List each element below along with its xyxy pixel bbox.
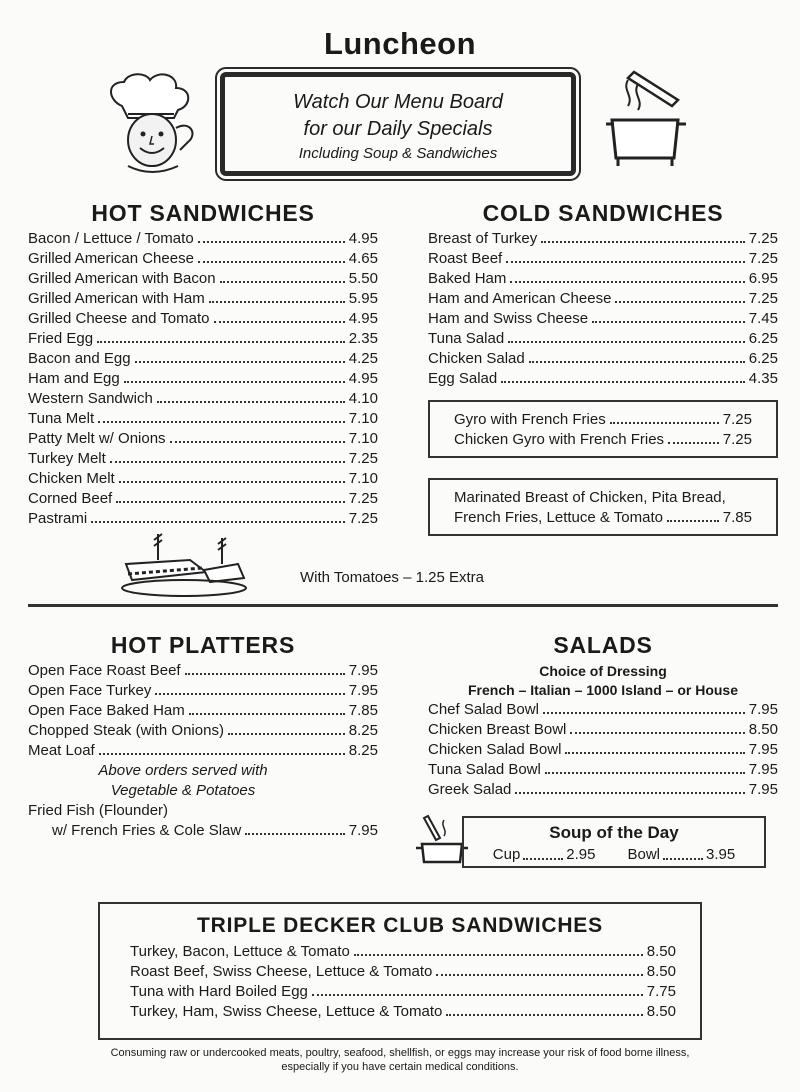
item-name: Grilled Cheese and Tomato bbox=[28, 310, 210, 327]
cup-label: Cup bbox=[492, 846, 521, 863]
item-name: Fried Egg bbox=[28, 330, 94, 347]
item-price: 7.25 bbox=[722, 411, 752, 428]
item-name: Pastrami bbox=[28, 510, 88, 527]
list-item bbox=[428, 720, 778, 740]
list-item bbox=[28, 701, 378, 721]
item-price: 7.25 bbox=[722, 431, 752, 448]
club-list bbox=[130, 942, 676, 1022]
cold-sandwiches-heading: COLD SANDWICHES bbox=[482, 200, 724, 226]
list-item bbox=[428, 349, 778, 369]
list-item bbox=[28, 469, 378, 489]
item-name: Chopped Steak (with Onions) bbox=[28, 722, 224, 739]
list-item bbox=[28, 369, 378, 389]
gyro-box bbox=[428, 400, 778, 458]
cup-price: 2.95 bbox=[566, 846, 596, 863]
item-name: Chicken Salad bbox=[428, 350, 525, 367]
list-item bbox=[28, 249, 378, 269]
list-item bbox=[28, 269, 378, 289]
hot-sandwiches-list bbox=[28, 229, 378, 529]
item-price: 6.25 bbox=[748, 350, 778, 367]
soup-pot-icon bbox=[414, 812, 468, 870]
item-name: Tuna with Hard Boiled Egg bbox=[130, 983, 308, 1000]
sandwich-illustration bbox=[118, 530, 252, 600]
fried-fish-line-1: Fried Fish (Flounder) bbox=[28, 802, 169, 819]
hot-platters-heading: HOT PLATTERS bbox=[110, 632, 296, 658]
item-name: Open Face Baked Ham bbox=[28, 702, 185, 719]
hot-sandwiches-heading: HOT SANDWICHES bbox=[91, 200, 315, 226]
item-name: Chicken Salad Bowl bbox=[428, 741, 562, 758]
chef-illustration bbox=[94, 70, 206, 178]
item-name: Corned Beef bbox=[28, 490, 113, 507]
item-price: 4.65 bbox=[348, 250, 378, 267]
item-name: Roast Beef, Swiss Cheese, Lettuce & Tomato bbox=[130, 963, 433, 980]
item-price: 7.95 bbox=[348, 682, 378, 699]
item-price: 6.25 bbox=[748, 330, 778, 347]
banner-line-2: for our Daily Specials bbox=[303, 118, 493, 140]
item-name: Meat Loaf bbox=[28, 742, 95, 759]
served-with-line-2: Vegetable & Potatoes bbox=[110, 782, 256, 799]
list-item bbox=[28, 449, 378, 469]
item-price: 7.45 bbox=[748, 310, 778, 327]
item-price: 7.95 bbox=[348, 822, 378, 839]
cold-sandwiches-list bbox=[428, 229, 778, 389]
chicken-pita-box bbox=[428, 478, 778, 536]
item-price: 5.50 bbox=[348, 270, 378, 287]
item-name: Turkey Melt bbox=[28, 450, 106, 467]
tomato-extra-note: With Tomatoes – 1.25 Extra bbox=[300, 569, 484, 586]
item-price: 4.25 bbox=[348, 350, 378, 367]
list-item bbox=[28, 821, 378, 841]
item-name: Ham and Swiss Cheese bbox=[428, 310, 589, 327]
club-heading: TRIPLE DECKER CLUB SANDWICHES bbox=[197, 914, 603, 937]
item-name: Chicken Breast Bowl bbox=[428, 721, 567, 738]
item-name: Ham and Egg bbox=[28, 370, 120, 387]
item-name: Patty Melt w/ Onions bbox=[28, 430, 166, 447]
item-name: Turkey, Ham, Swiss Cheese, Lettuce & Tomato bbox=[130, 1003, 443, 1020]
list-item bbox=[28, 389, 378, 409]
item-name: Chicken Melt bbox=[28, 470, 115, 487]
banner-line-3: Including Soup & Sandwiches bbox=[298, 145, 498, 162]
item-price: 7.10 bbox=[348, 430, 378, 447]
item-price: 7.95 bbox=[348, 662, 378, 679]
list-item bbox=[428, 329, 778, 349]
item-name: Gyro with French Fries bbox=[454, 411, 606, 428]
list-item bbox=[454, 508, 752, 528]
item-name: Bacon / Lettuce / Tomato bbox=[28, 230, 194, 247]
list-item bbox=[428, 229, 778, 249]
item-name: Grilled American with Ham bbox=[28, 290, 205, 307]
page-title: Luncheon bbox=[323, 26, 477, 61]
list-item bbox=[130, 982, 676, 1002]
list-item bbox=[28, 329, 378, 349]
hot-platters-list bbox=[28, 661, 378, 841]
item-price: 7.75 bbox=[646, 983, 676, 1000]
list-item bbox=[428, 740, 778, 760]
salads-list bbox=[428, 662, 778, 800]
item-price: 5.95 bbox=[348, 290, 378, 307]
list-item bbox=[28, 681, 378, 701]
item-name: Roast Beef bbox=[428, 250, 503, 267]
item-price: 7.85 bbox=[348, 702, 378, 719]
health-disclaimer bbox=[0, 1046, 800, 1074]
list-item bbox=[28, 741, 378, 761]
item-name: Grilled American Cheese bbox=[28, 250, 194, 267]
chicken-box-line-1: Marinated Breast of Chicken, Pita Bread, bbox=[454, 489, 726, 506]
item-price: 4.95 bbox=[348, 310, 378, 327]
salads-heading: SALADS bbox=[553, 632, 653, 658]
item-name: Open Face Roast Beef bbox=[28, 662, 181, 679]
list-item bbox=[28, 349, 378, 369]
list-item bbox=[428, 269, 778, 289]
disclaimer-line-1: Consuming raw or undercooked meats, poultry, seafood, shellfish, or eggs may increase your risk of food borne illness, bbox=[110, 1047, 690, 1059]
list-item bbox=[28, 309, 378, 329]
item-price: 7.95 bbox=[748, 701, 778, 718]
item-price: 4.95 bbox=[348, 230, 378, 247]
list-item bbox=[428, 249, 778, 269]
list-item bbox=[428, 700, 778, 720]
list-item bbox=[28, 429, 378, 449]
banner-line-1: Watch Our Menu Board bbox=[293, 91, 503, 113]
item-name: Egg Salad bbox=[428, 370, 498, 387]
item-price: 7.10 bbox=[348, 410, 378, 427]
item-name: Chicken Gyro with French Fries bbox=[454, 431, 665, 448]
item-name: Chef Salad Bowl bbox=[428, 701, 539, 718]
item-price: 2.35 bbox=[348, 330, 378, 347]
soup-of-the-day-box bbox=[462, 816, 766, 868]
item-price: 7.25 bbox=[748, 230, 778, 247]
soup-prices bbox=[464, 845, 764, 865]
list-item bbox=[28, 661, 378, 681]
item-price: 8.50 bbox=[646, 943, 676, 960]
soup-pot-icon bbox=[598, 70, 690, 170]
item-name: Tuna Melt bbox=[28, 410, 95, 427]
item-price: 7.95 bbox=[748, 781, 778, 798]
item-price: 7.10 bbox=[348, 470, 378, 487]
list-item bbox=[428, 289, 778, 309]
list-item bbox=[28, 229, 378, 249]
list-item bbox=[28, 509, 378, 529]
list-item bbox=[28, 289, 378, 309]
daily-specials-banner bbox=[220, 72, 576, 176]
disclaimer-line-2: especially if you have certain medical conditions. bbox=[281, 1061, 519, 1073]
item-price: 4.35 bbox=[748, 370, 778, 387]
item-price: 8.50 bbox=[748, 721, 778, 738]
list-item bbox=[130, 962, 676, 982]
list-item bbox=[428, 369, 778, 389]
list-item bbox=[28, 489, 378, 509]
section-divider bbox=[28, 604, 778, 607]
item-price: 7.25 bbox=[348, 450, 378, 467]
item-price: 8.50 bbox=[646, 963, 676, 980]
bowl-label: Bowl bbox=[627, 846, 661, 863]
list-item bbox=[130, 942, 676, 962]
item-name: Tuna Salad Bowl bbox=[428, 761, 541, 778]
list-item bbox=[428, 760, 778, 780]
item-name: Ham and American Cheese bbox=[428, 290, 612, 307]
item-name: Tuna Salad bbox=[428, 330, 505, 347]
dressing-options: French – Italian – 1000 Island – or House bbox=[468, 682, 738, 698]
list-item bbox=[454, 410, 752, 430]
item-price: 8.25 bbox=[348, 742, 378, 759]
soup-title: Soup of the Day bbox=[549, 823, 679, 842]
item-name: Western Sandwich bbox=[28, 390, 153, 407]
item-price: 7.25 bbox=[748, 250, 778, 267]
item-name: Bacon and Egg bbox=[28, 350, 131, 367]
item-name: Turkey, Bacon, Lettuce & Tomato bbox=[130, 943, 350, 960]
item-price: 7.95 bbox=[748, 761, 778, 778]
item-price: 4.10 bbox=[348, 390, 378, 407]
list-item bbox=[428, 309, 778, 329]
item-price: 8.50 bbox=[646, 1003, 676, 1020]
item-price: 7.85 bbox=[722, 509, 752, 526]
bowl-price: 3.95 bbox=[706, 846, 736, 863]
item-name: Breast of Turkey bbox=[428, 230, 538, 247]
club-sandwiches-box bbox=[98, 902, 702, 1040]
list-item bbox=[428, 780, 778, 800]
item-name: w/ French Fries & Cole Slaw bbox=[52, 822, 242, 839]
list-item bbox=[28, 721, 378, 741]
item-price: 7.25 bbox=[348, 490, 378, 507]
dressing-title: Choice of Dressing bbox=[539, 663, 667, 679]
item-name: Open Face Turkey bbox=[28, 682, 152, 699]
item-name: French Fries, Lettuce & Tomato bbox=[454, 509, 663, 526]
item-name: Grilled American with Bacon bbox=[28, 270, 216, 287]
list-item bbox=[28, 409, 378, 429]
item-price: 8.25 bbox=[348, 722, 378, 739]
item-price: 7.25 bbox=[348, 510, 378, 527]
item-price: 6.95 bbox=[748, 270, 778, 287]
item-price: 7.95 bbox=[748, 741, 778, 758]
item-name: Greek Salad bbox=[428, 781, 512, 798]
served-with-line-1: Above orders served with bbox=[98, 762, 268, 779]
item-name: Baked Ham bbox=[428, 270, 507, 287]
item-price: 7.25 bbox=[748, 290, 778, 307]
list-item bbox=[130, 1002, 676, 1022]
list-item bbox=[454, 430, 752, 450]
item-price: 4.95 bbox=[348, 370, 378, 387]
